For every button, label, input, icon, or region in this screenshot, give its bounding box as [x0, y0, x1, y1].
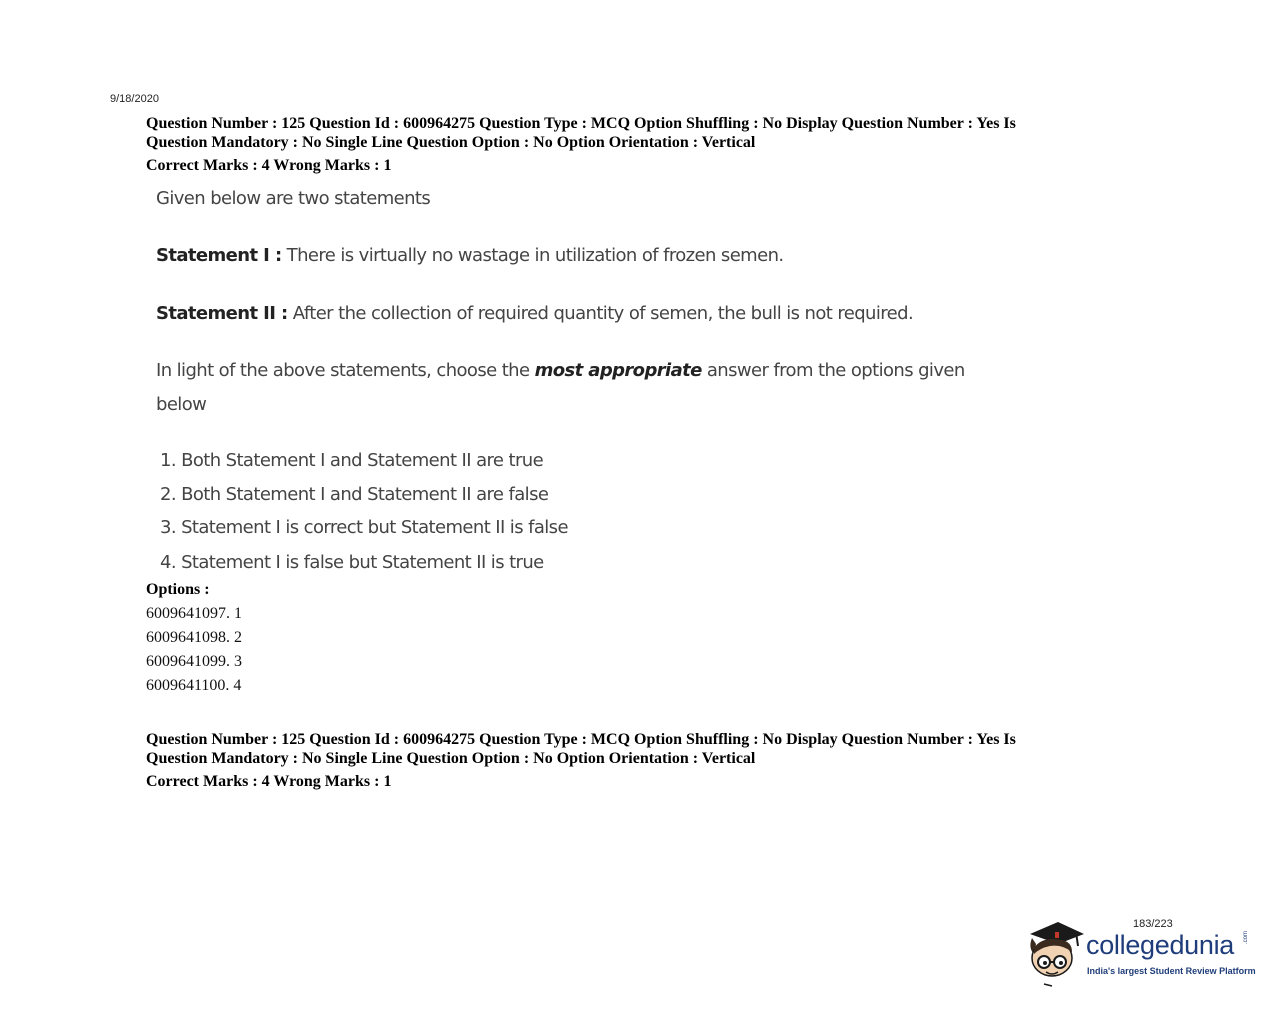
brand-dotcom: .com — [1243, 930, 1249, 944]
question-meta — [146, 114, 1146, 175]
instruction-pre: In light of the above statements, choose the — [156, 360, 535, 381]
statement-1 — [156, 245, 784, 266]
next-question-meta — [146, 730, 1146, 791]
statement-1-text: There is virtually no wastage in utilization of frozen semen. — [281, 245, 784, 266]
instruction-emphasis: most appropriate — [534, 360, 702, 381]
choice-4: 4. Statement I is false but Statement II is true — [160, 552, 544, 573]
statement-2 — [156, 303, 913, 324]
question-meta-line2: Question Mandatory : No Single Line Question Option : No Option Orientation : Vertical — [146, 134, 756, 151]
instruction-line2: below — [156, 394, 207, 415]
statement-2-label: Statement II : — [156, 303, 288, 324]
choice-3: 3. Statement I is correct but Statement II is false — [160, 517, 568, 538]
statement-1-label: Statement I : — [156, 245, 282, 266]
option-id-4: 6009641100. 4 — [146, 677, 242, 694]
option-id-1: 6009641097. 1 — [146, 605, 242, 622]
instruction — [156, 360, 965, 381]
options-label: Options : — [146, 581, 210, 598]
question-meta-line1: Question Number : 125 Question Id : 600964275 Question Type : MCQ Option Shuffling : No Display Question Number : Yes Is — [146, 115, 1016, 132]
brand-tagline: India's largest Student Review Platform — [1087, 966, 1256, 976]
instruction-post: answer from the options given — [701, 360, 965, 381]
print-date: 9/18/2020 — [110, 93, 159, 105]
next-question-marks: Correct Marks : 4 Wrong Marks : 1 — [146, 773, 392, 790]
statement-2-text: After the collection of required quantity of semen, the bull is not required. — [287, 303, 914, 324]
option-id-3: 6009641099. 3 — [146, 653, 242, 670]
choice-1: 1. Both Statement I and Statement II are true — [160, 450, 544, 471]
question-intro: Given below are two statements — [156, 188, 431, 209]
brand-name: collegedunia — [1086, 930, 1235, 960]
question-marks: Correct Marks : 4 Wrong Marks : 1 — [146, 157, 392, 174]
next-question-meta-line1: Question Number : 125 Question Id : 600964275 Question Type : MCQ Option Shuffling : No Display Question Number : Yes Is — [146, 731, 1016, 748]
page-number: 183/223 — [1133, 918, 1173, 930]
choice-2: 2. Both Statement I and Statement II are false — [160, 484, 549, 505]
option-id-2: 6009641098. 2 — [146, 629, 242, 646]
next-question-meta-line2: Question Mandatory : No Single Line Question Option : No Option Orientation : Vertical — [146, 750, 756, 767]
